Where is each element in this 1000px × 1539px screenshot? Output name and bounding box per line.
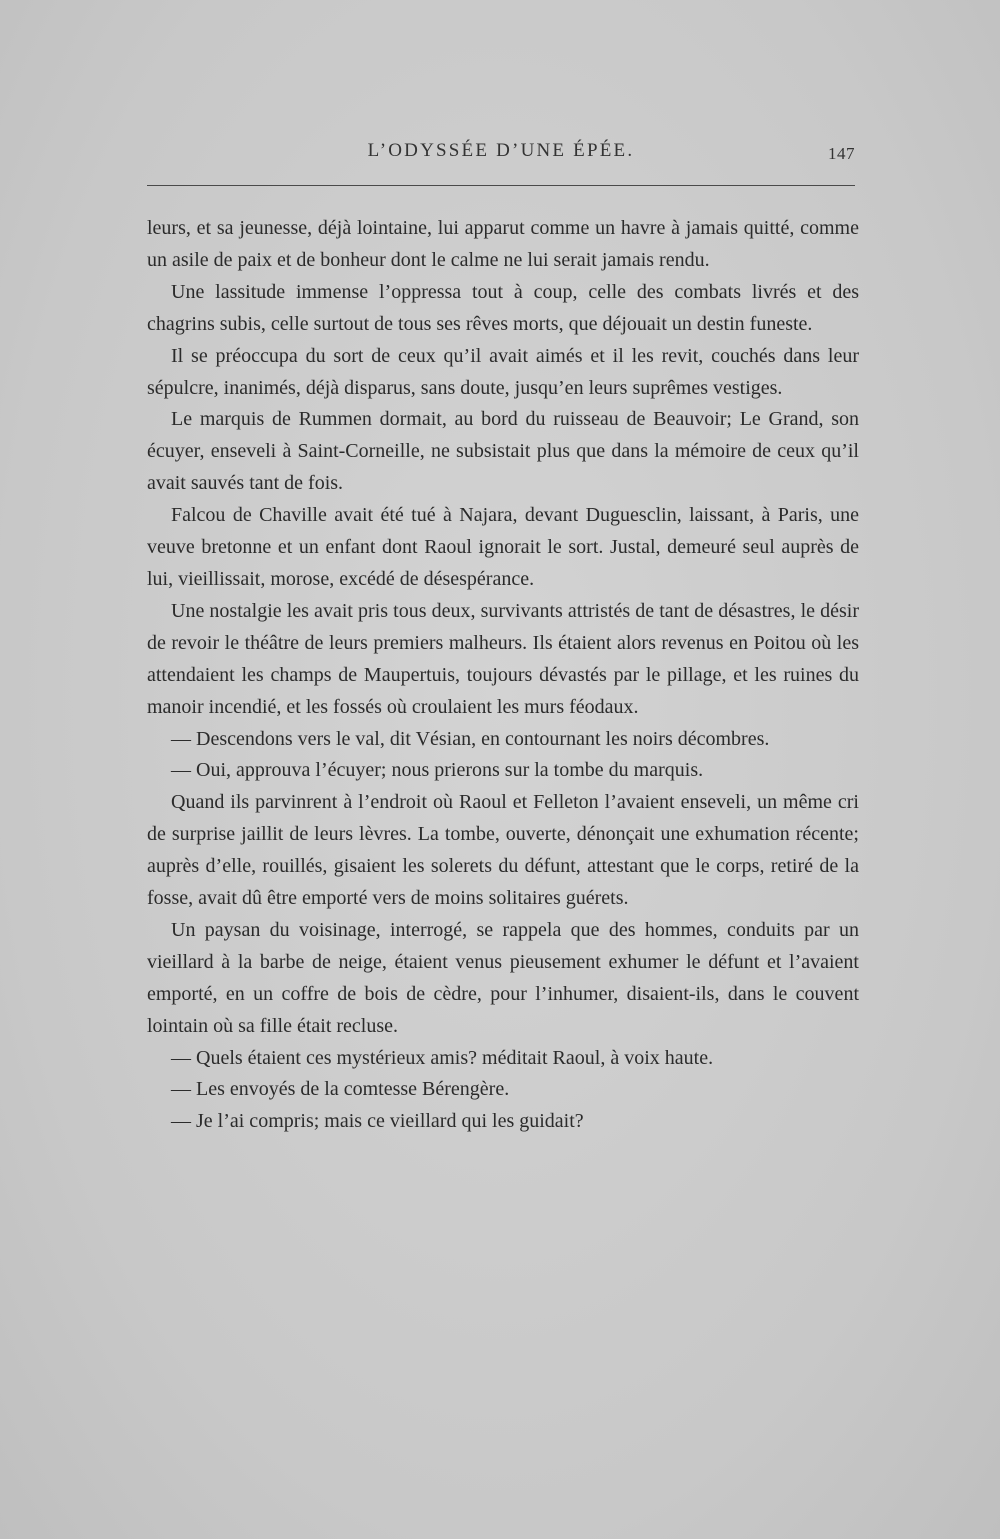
running-head: [147, 140, 855, 170]
paragraph: Un paysan du voisinage, interrogé, se rappela que des hommes, conduits par un vieillard à la barbe de neige, étaient venus pieusement exhumer le défunt et l’avaient emporté, en un coffre de bois de cèdre, pour l’inhumer, disaient-ils, dans le couvent lointain où sa fille était recluse.: [147, 918, 859, 1037]
header-rule: [147, 185, 855, 186]
dialogue-line: — Descendons vers le val, dit Vésian, en contournant les noirs décombres.: [171, 727, 770, 750]
paragraph: Le marquis de Rummen dormait, au bord du ruisseau de Beauvoir; Le Grand, son écuyer, enseveli à Saint-Corneille, ne subsistait plus que dans la mémoire de ceux qu’il avait sauvés tant de fois.: [147, 408, 859, 495]
paragraph: Falcou de Chaville avait été tué à Najara, devant Duguesclin, laissant, à Paris, une veuve bretonne et un enfant dont Raoul ignorait le sort. Justal, demeuré seul auprès de lui, vieillissait, morose, excédé de désespérance.: [147, 504, 859, 590]
paragraph: Il se préoccupa du sort de ceux qu’il avait aimés et il les revit, couchés dans leur sépulcre, inanimés, déjà disparus, sans doute, jusqu’en leurs suprêmes vestiges.: [147, 344, 859, 399]
paragraph: leurs, et sa jeunesse, déjà lointaine, lui apparut comme un havre à jamais quitté, comme un asile de paix et de bonheur dont le calme ne lui serait jamais rendu.: [147, 217, 859, 271]
dialogue-line: — Quels étaient ces mystérieux amis? méditait Raoul, à voix haute.: [171, 1046, 714, 1069]
dialogue-line: — Je l’ai compris; mais ce vieillard qui les guidait?: [171, 1110, 584, 1133]
dialogue-line: — Oui, approuva l’écuyer; nous prierons sur la tombe du marquis.: [171, 759, 704, 782]
page-number: 147: [828, 144, 855, 163]
paragraph: Une nostalgie les avait pris tous deux, survivants attristés de tant de désastres, le désir de revoir le théâtre de leurs premiers malheurs. Ils étaient alors revenus en Poitou où les attendaient les champs de Maupertuis, toujours dévastés par le pillage, et les ruines du manoir incendié, et les fossés où croulaient les murs féodaux.: [147, 599, 859, 718]
paragraph: Quand ils parvinrent à l’endroit où Raoul et Felleton l’avaient enseveli, un même cri de surprise jaillit de leurs lèvres. La tombe, ouverte, dénonçait une exhumation récente; auprès d’elle, rouillés, gisaient les solerets du défunt, attestant que le corps, retiré de la fosse, avait dû être emporté vers de moins solitaires guérets.: [147, 791, 859, 910]
paragraph: Une lassitude immense l’oppressa tout à coup, celle des combats livrés et des chagrins subis, celle surtout de tous ses rêves morts, que déjouait un destin funeste.: [147, 280, 859, 335]
running-title: L’ODYSSÉE D’UNE ÉPÉE.: [367, 140, 635, 161]
body-text: [147, 213, 859, 1138]
dialogue-line: — Les envoyés de la comtesse Bérengère.: [171, 1078, 510, 1101]
